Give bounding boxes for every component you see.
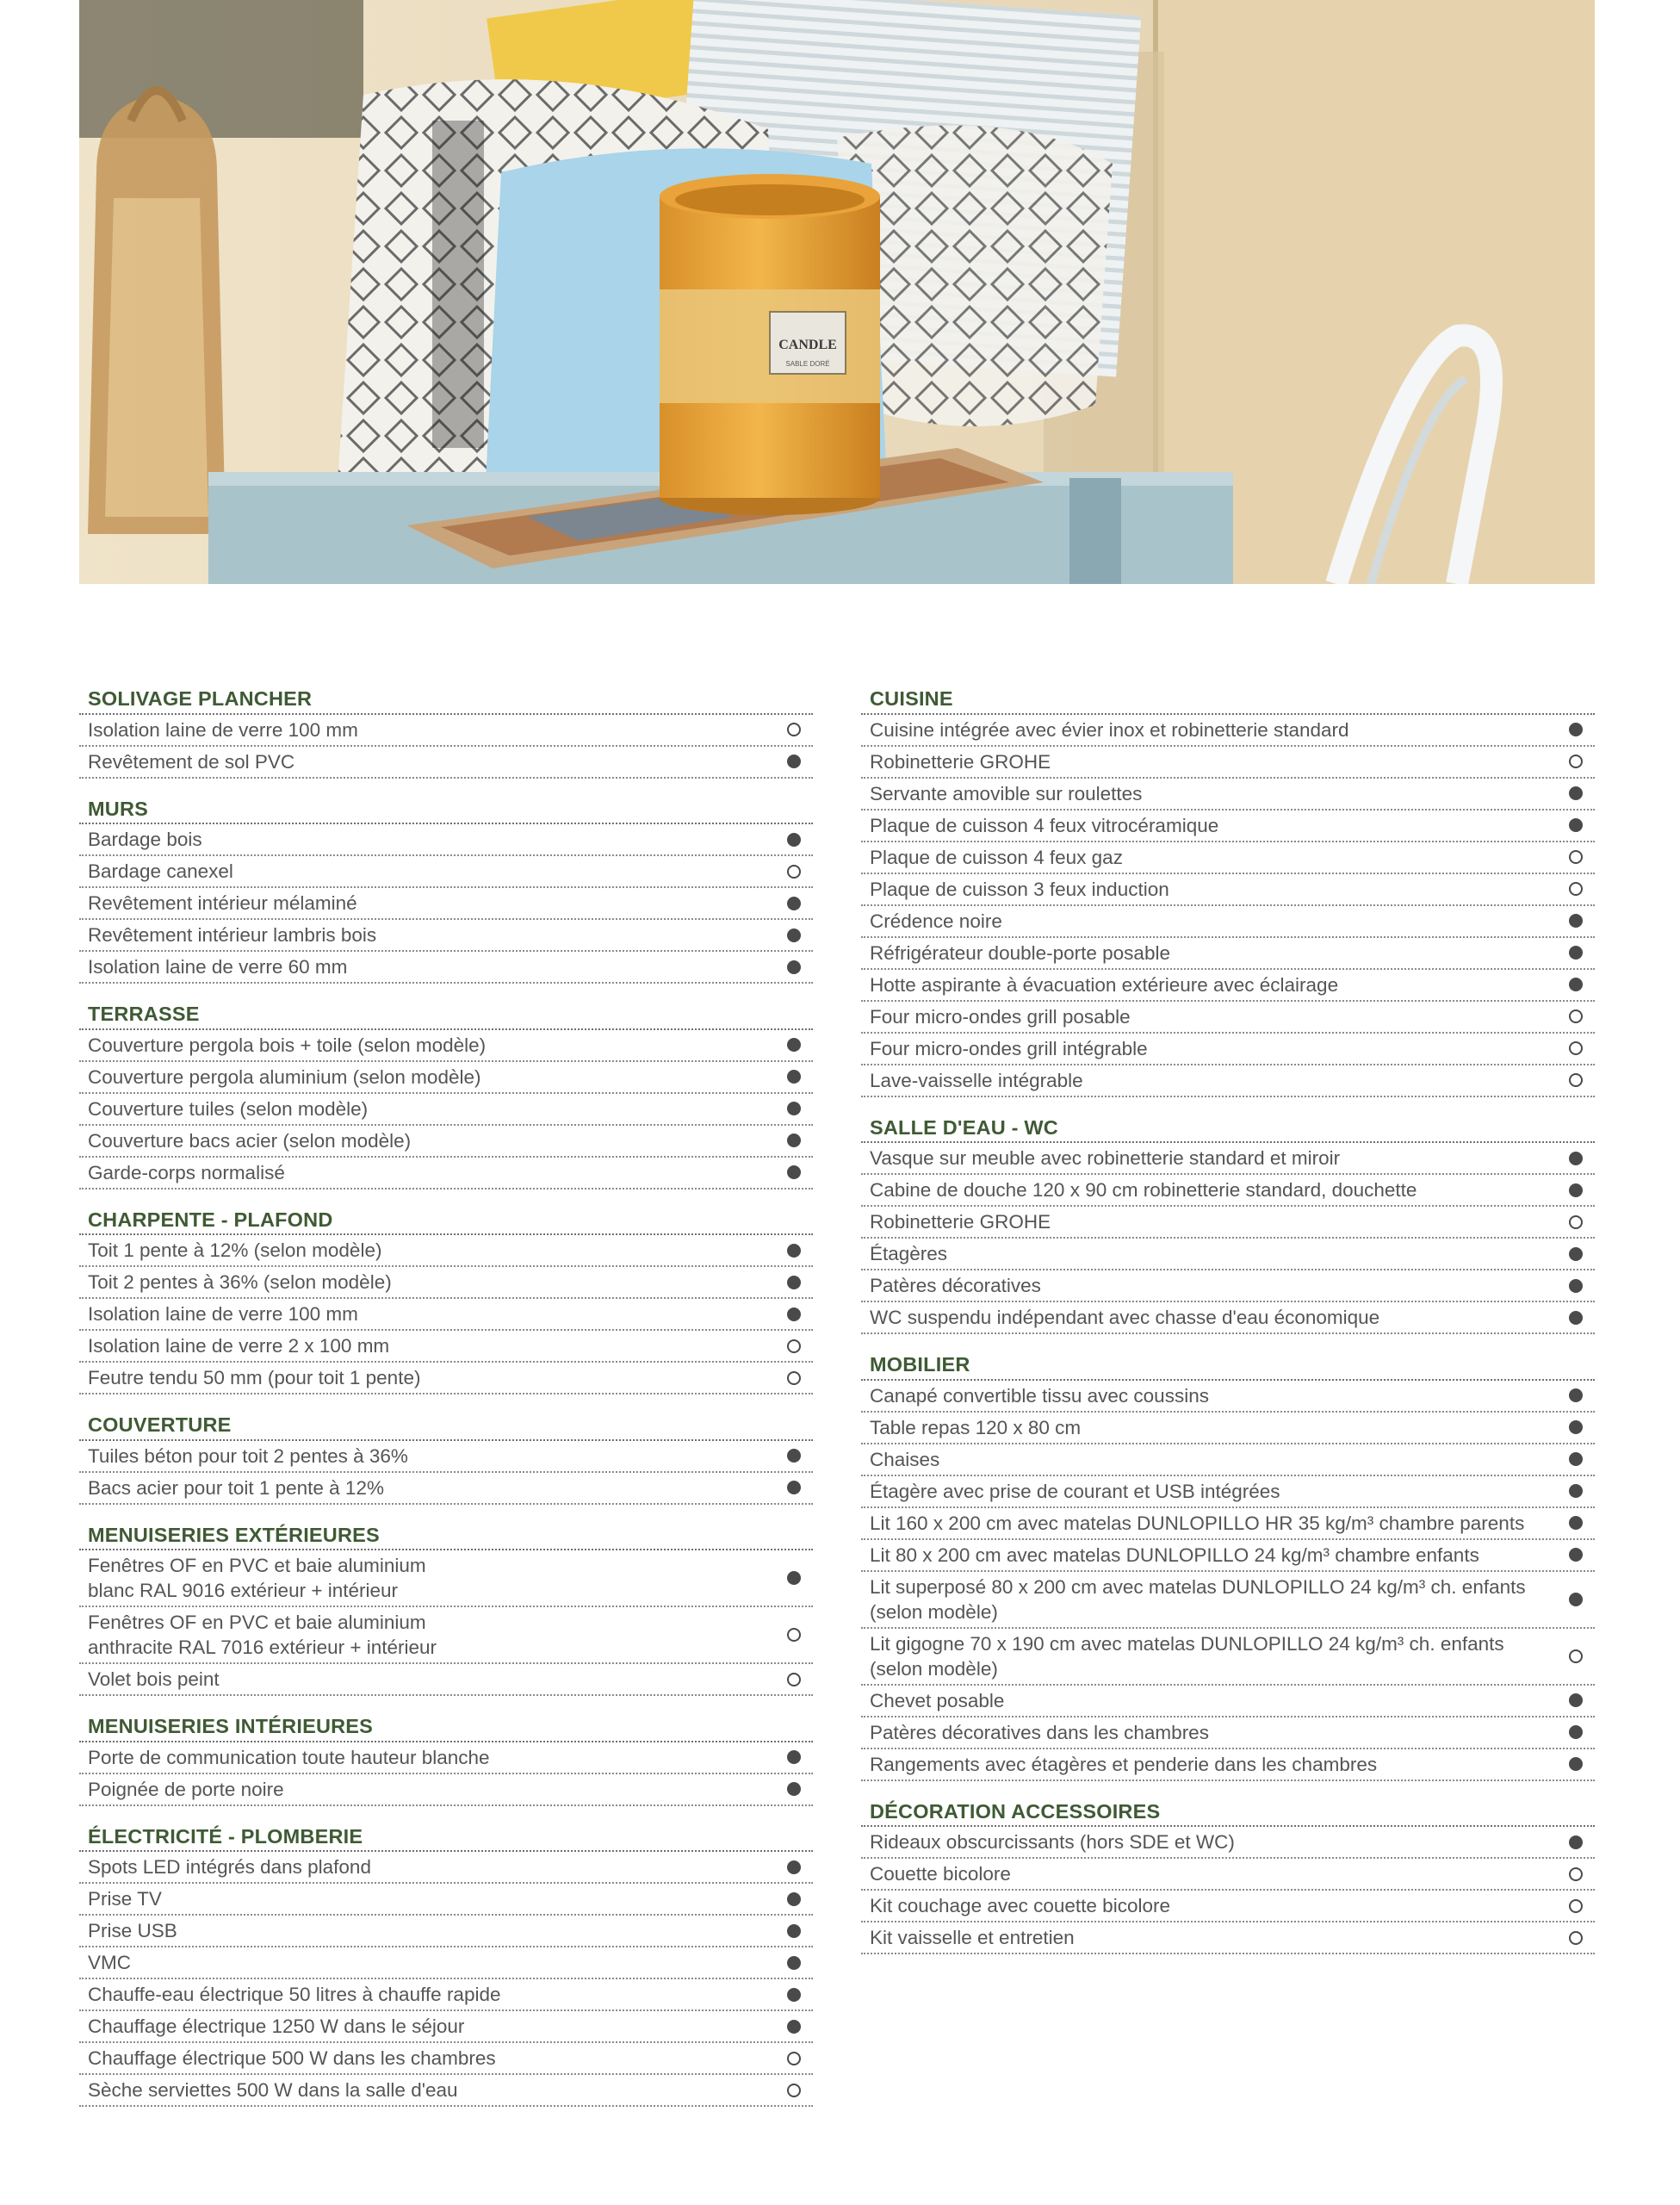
hollow-circle-icon [787,1673,801,1686]
spec-row [861,1302,1595,1334]
spec-row [79,1664,813,1696]
spec-label: Isolation laine de verre 100 mm [88,1303,358,1325]
filled-dot-icon [787,960,801,974]
spec-label: Chauffage électrique 500 W dans les chambres [88,2047,496,2069]
spec-label: Canapé convertible tissu avec coussins [870,1384,1209,1407]
hollow-circle-icon [787,1628,801,1642]
spec-row [79,920,813,952]
spec-row [861,1034,1595,1065]
spec-label: Toit 1 pente à 12% (selon modèle) [88,1239,382,1261]
filled-dot-icon [787,1782,801,1796]
filled-dot-icon [787,833,801,847]
section-couverture [79,1409,813,1505]
filled-dot-icon [1569,1183,1583,1197]
spec-row [79,1030,813,1062]
spec-label: Étagère avec prise de courant et USB intégrées [870,1480,1280,1502]
spec-label: Plaque de cuisson 4 feux gaz [870,846,1123,868]
section-title: MURS [79,793,813,825]
spec-row [861,874,1595,906]
spec-label: Revêtement de sol PVC [88,750,295,773]
spec-row [861,715,1595,747]
spec-row [861,1175,1595,1207]
hollow-circle-icon [1569,1899,1583,1913]
spec-label: Chevet posable [870,1689,1005,1711]
section-menuiseries-exterieures [79,1519,813,1697]
spec-label: Couverture tuiles (selon modèle) [88,1097,369,1120]
section-title: TERRASSE [79,998,813,1030]
spec-label: Robinetterie GROHE [870,750,1051,773]
candle-label: CANDLE [778,338,837,352]
filled-dot-icon [1569,786,1583,800]
section-title: SALLE D'EAU - WC [861,1112,1595,1144]
spec-row [79,2075,813,2107]
spec-label: Isolation laine de verre 2 x 100 mm [88,1335,390,1357]
hollow-circle-icon [1569,1009,1583,1023]
section-title: MOBILIER [861,1349,1595,1381]
hollow-circle-icon [1569,1931,1583,1945]
hollow-circle-icon [787,1339,801,1353]
spec-row [79,1235,813,1267]
spec-row [861,1444,1595,1476]
spec-row [79,1299,813,1331]
hollow-circle-icon [1569,850,1583,864]
spec-row [79,1852,813,1884]
spec-label: Hotte aspirante à évacuation extérieure avec éclairage [870,973,1339,996]
spec-row [79,1158,813,1189]
spec-label: Sèche serviettes 500 W dans la salle d'eau [88,2079,458,2101]
spec-row [79,1062,813,1094]
hollow-circle-icon [787,2052,801,2065]
spec-label: Servante amovible sur roulettes [870,782,1143,804]
filled-dot-icon [1569,1452,1583,1466]
section-title: MENUISERIES EXTÉRIEURES [79,1519,813,1551]
spec-label: Lit superposé 80 x 200 cm avec matelas DUNLOPILLO 24 kg/m³ ch. enfants (selon modèle) [870,1575,1526,1623]
spec-row [79,1742,813,1774]
spec-label: Couette bicolore [870,1863,1011,1885]
spec-label: Patères décoratives dans les chambres [870,1721,1209,1743]
filled-dot-icon [1569,1516,1583,1530]
spec-row [861,1891,1595,1922]
spec-label: Couverture bacs acier (selon modèle) [88,1129,412,1152]
spec-row [861,1002,1595,1034]
filled-dot-icon [787,1924,801,1938]
section-mobilier [861,1349,1595,1781]
filled-dot-icon [1569,1279,1583,1293]
filled-dot-icon [1569,723,1583,736]
spec-label: Crédence noire [870,910,1002,932]
spec-label: Lit 160 x 200 cm avec matelas DUNLOPILLO HR 35 kg/m³ chambre parents [870,1512,1525,1534]
filled-dot-icon [1569,1835,1583,1849]
filled-dot-icon [787,2020,801,2034]
spec-row [79,1126,813,1158]
spec-row [861,1922,1595,1954]
spec-row [861,1207,1595,1239]
spec-label: Cuisine intégrée avec évier inox et robinetterie standard [870,718,1349,741]
filled-dot-icon [787,755,801,768]
spec-label: Chauffage électrique 1250 W dans le séjour [88,2016,465,2037]
spec-row [861,747,1595,779]
spec-label: Bardage bois [88,829,202,850]
section-menuiseries-interieures [79,1711,813,1806]
spec-label: Chaises [870,1448,940,1470]
spec-row [79,2011,813,2043]
hollow-circle-icon [1569,1041,1583,1055]
filled-dot-icon [1569,1152,1583,1165]
section-decoration-accessoires [861,1796,1595,1955]
filled-dot-icon [787,1102,801,1115]
spec-row [79,1884,813,1916]
spec-label: Fenêtres OF en PVC et baie aluminium blanc RAL 9016 extérieur + intérieur [88,1555,426,1601]
spec-row [79,1267,813,1299]
filled-dot-icon [1569,1388,1583,1402]
spec-label: Poignée de porte noire [88,1778,284,1800]
spec-row [79,1916,813,1947]
section-salle-d-eau-wc [861,1112,1595,1335]
spec-label: Rangements avec étagères et penderie dans les chambres [870,1753,1378,1775]
spec-label: Chauffe-eau électrique 50 litres à chauffe rapide [88,1984,501,2005]
spec-label: Bacs acier pour toit 1 pente à 12% [88,1476,384,1499]
section-title: COUVERTURE [79,1409,813,1441]
spec-label: Patères décoratives [870,1275,1041,1296]
filled-dot-icon [1569,1311,1583,1325]
spec-row [79,1979,813,2011]
spec-label: Four micro-ondes grill posable [870,1005,1131,1028]
spec-row [861,1413,1595,1444]
filled-dot-icon [1569,914,1583,928]
section-title: MENUISERIES INTÉRIEURES [79,1711,813,1742]
filled-dot-icon [787,1481,801,1494]
spec-row [861,938,1595,970]
spec-label: Porte de communication toute hauteur blanche [88,1746,490,1768]
section-title: DÉCORATION ACCESSOIRES [861,1796,1595,1828]
filled-dot-icon [787,897,801,910]
filled-dot-icon [787,929,801,942]
filled-dot-icon [1569,1247,1583,1261]
hero-photo [79,0,1595,584]
filled-dot-icon [1569,946,1583,960]
spec-row [861,1239,1595,1270]
spec-label: VMC [88,1952,131,1973]
filled-dot-icon [787,1244,801,1258]
candle-sublabel: SABLE DORÉ [785,360,830,368]
spec-label: Kit vaisselle et entretien [870,1927,1075,1948]
spec-row [79,1607,813,1664]
filled-dot-icon [1569,1420,1583,1434]
spec-label: Kit couchage avec couette bicolore [870,1895,1170,1916]
section-charpente-plafond [79,1204,813,1395]
filled-dot-icon [787,1892,801,1906]
spec-row [79,1363,813,1394]
spec-label: Isolation laine de verre 60 mm [88,956,348,978]
hollow-circle-icon [787,865,801,879]
spec-label: Isolation laine de verre 100 mm [88,718,358,741]
spec-row [861,1859,1595,1891]
filled-dot-icon [787,1988,801,2002]
spec-label: Garde-corps normalisé [88,1161,285,1183]
spec-label: Lit gigogne 70 x 190 cm avec matelas DUNLOPILLO 24 kg/m³ ch. enfants (selon modèle) [870,1632,1504,1680]
spec-row [861,1381,1595,1413]
spec-row [861,1572,1595,1629]
hollow-circle-icon [787,723,801,736]
filled-dot-icon [787,1860,801,1874]
spec-label: Tuiles béton pour toit 2 pentes à 36% [88,1444,408,1467]
spec-label: Rideaux obscurcissants (hors SDE et WC) [870,1831,1235,1853]
spec-row [861,1508,1595,1540]
spec-label: Vasque sur meuble avec robinetterie standard et miroir [870,1147,1341,1169]
spec-row [861,1065,1595,1097]
section-murs [79,793,813,984]
spec-row [861,1686,1595,1717]
spec-label: Toit 2 pentes à 36% (selon modèle) [88,1271,392,1293]
filled-dot-icon [787,1165,801,1179]
filled-dot-icon [1569,1757,1583,1771]
spec-row [861,1540,1595,1572]
filled-dot-icon [787,1571,801,1585]
section-cuisine [861,683,1595,1097]
spec-row [79,1473,813,1505]
spec-column-right [861,683,1595,1969]
filled-dot-icon [787,1750,801,1764]
section-title: SOLIVAGE PLANCHER [79,683,813,715]
spec-label: Lave-vaisselle intégrable [870,1069,1083,1091]
hollow-circle-icon [1569,882,1583,896]
filled-dot-icon [787,1956,801,1970]
spec-label: Revêtement intérieur mélaminé [88,892,357,914]
spec-label: Prise TV [88,1888,162,1910]
hollow-circle-icon [1569,1073,1583,1087]
spec-row [861,1717,1595,1749]
spec-label: Table repas 120 x 80 cm [870,1416,1082,1438]
hollow-circle-icon [787,2084,801,2097]
section-electricite-plomberie [79,1821,813,2108]
filled-dot-icon [1569,1484,1583,1498]
spec-row [79,952,813,984]
hollow-circle-icon [1569,755,1583,768]
spec-label: Lit 80 x 200 cm avec matelas DUNLOPILLO 24 kg/m³ chambre enfants [870,1544,1479,1566]
filled-dot-icon [787,1307,801,1321]
section-title: CHARPENTE - PLAFOND [79,1204,813,1236]
hollow-circle-icon [1569,1649,1583,1663]
section-title: CUISINE [861,683,1595,715]
filled-dot-icon [787,1038,801,1052]
spec-label: Fenêtres OF en PVC et baie aluminium anthracite RAL 7016 extérieur + intérieur [88,1612,437,1658]
spec-row [861,1629,1595,1686]
spec-label: Plaque de cuisson 4 feux vitrocéramique [870,814,1219,836]
spec-label: Volet bois peint [88,1668,220,1690]
spec-row [861,1270,1595,1302]
filled-dot-icon [787,1070,801,1084]
spec-row [861,1143,1595,1175]
filled-dot-icon [787,1276,801,1289]
spec-row [79,1094,813,1126]
spec-row [79,2043,813,2075]
section-title: ÉLECTRICITÉ - PLOMBERIE [79,1821,813,1853]
filled-dot-icon [787,1134,801,1147]
hollow-circle-icon [787,1371,801,1385]
hollow-circle-icon [1569,1215,1583,1229]
filled-dot-icon [1569,818,1583,832]
spec-row [79,1774,813,1806]
filled-dot-icon [1569,1593,1583,1606]
spec-row [861,811,1595,842]
spec-label: Prise USB [88,1920,177,1941]
filled-dot-icon [1569,1548,1583,1562]
spec-row [861,842,1595,874]
spec-label: Couverture pergola bois + toile (selon modèle) [88,1034,487,1056]
spec-column-left [79,683,813,2121]
section-terrasse [79,998,813,1189]
spec-label: Four micro-ondes grill intégrable [870,1037,1148,1059]
spec-label: Plaque de cuisson 3 feux induction [870,878,1169,900]
spec-label: Couverture pergola aluminium (selon modèle) [88,1065,481,1088]
filled-dot-icon [1569,978,1583,991]
spec-label: Robinetterie GROHE [870,1211,1051,1233]
filled-dot-icon [1569,1725,1583,1739]
filled-dot-icon [787,1449,801,1463]
spec-row [861,1476,1595,1508]
spec-row [861,1749,1595,1781]
spec-label: WC suspendu indépendant avec chasse d'eau économique [870,1307,1380,1328]
spec-label: Réfrigérateur double-porte posable [870,941,1170,964]
spec-row [79,1331,813,1363]
spec-label: Cabine de douche 120 x 90 cm robinetterie standard, douchette [870,1179,1417,1201]
patio-scene-illustration [79,0,1595,584]
hollow-circle-icon [1569,1867,1583,1881]
spec-row [79,888,813,920]
spec-label: Bardage canexel [88,860,233,882]
spec-row [79,1947,813,1979]
spec-row [79,824,813,856]
spec-row [861,1827,1595,1859]
spec-row [861,906,1595,938]
spec-label: Étagères [870,1243,948,1264]
spec-row [79,856,813,888]
spec-row [861,779,1595,811]
spec-row [861,970,1595,1002]
spec-row [79,1441,813,1473]
spec-row [79,715,813,747]
spec-label: Revêtement intérieur lambris bois [88,924,377,946]
filled-dot-icon [1569,1693,1583,1707]
spec-row [79,1550,813,1607]
spec-label: Spots LED intégrés dans plafond [88,1856,371,1878]
spec-label: Feutre tendu 50 mm (pour toit 1 pente) [88,1367,421,1388]
section-solivage-plancher [79,683,813,779]
spec-row [79,747,813,779]
